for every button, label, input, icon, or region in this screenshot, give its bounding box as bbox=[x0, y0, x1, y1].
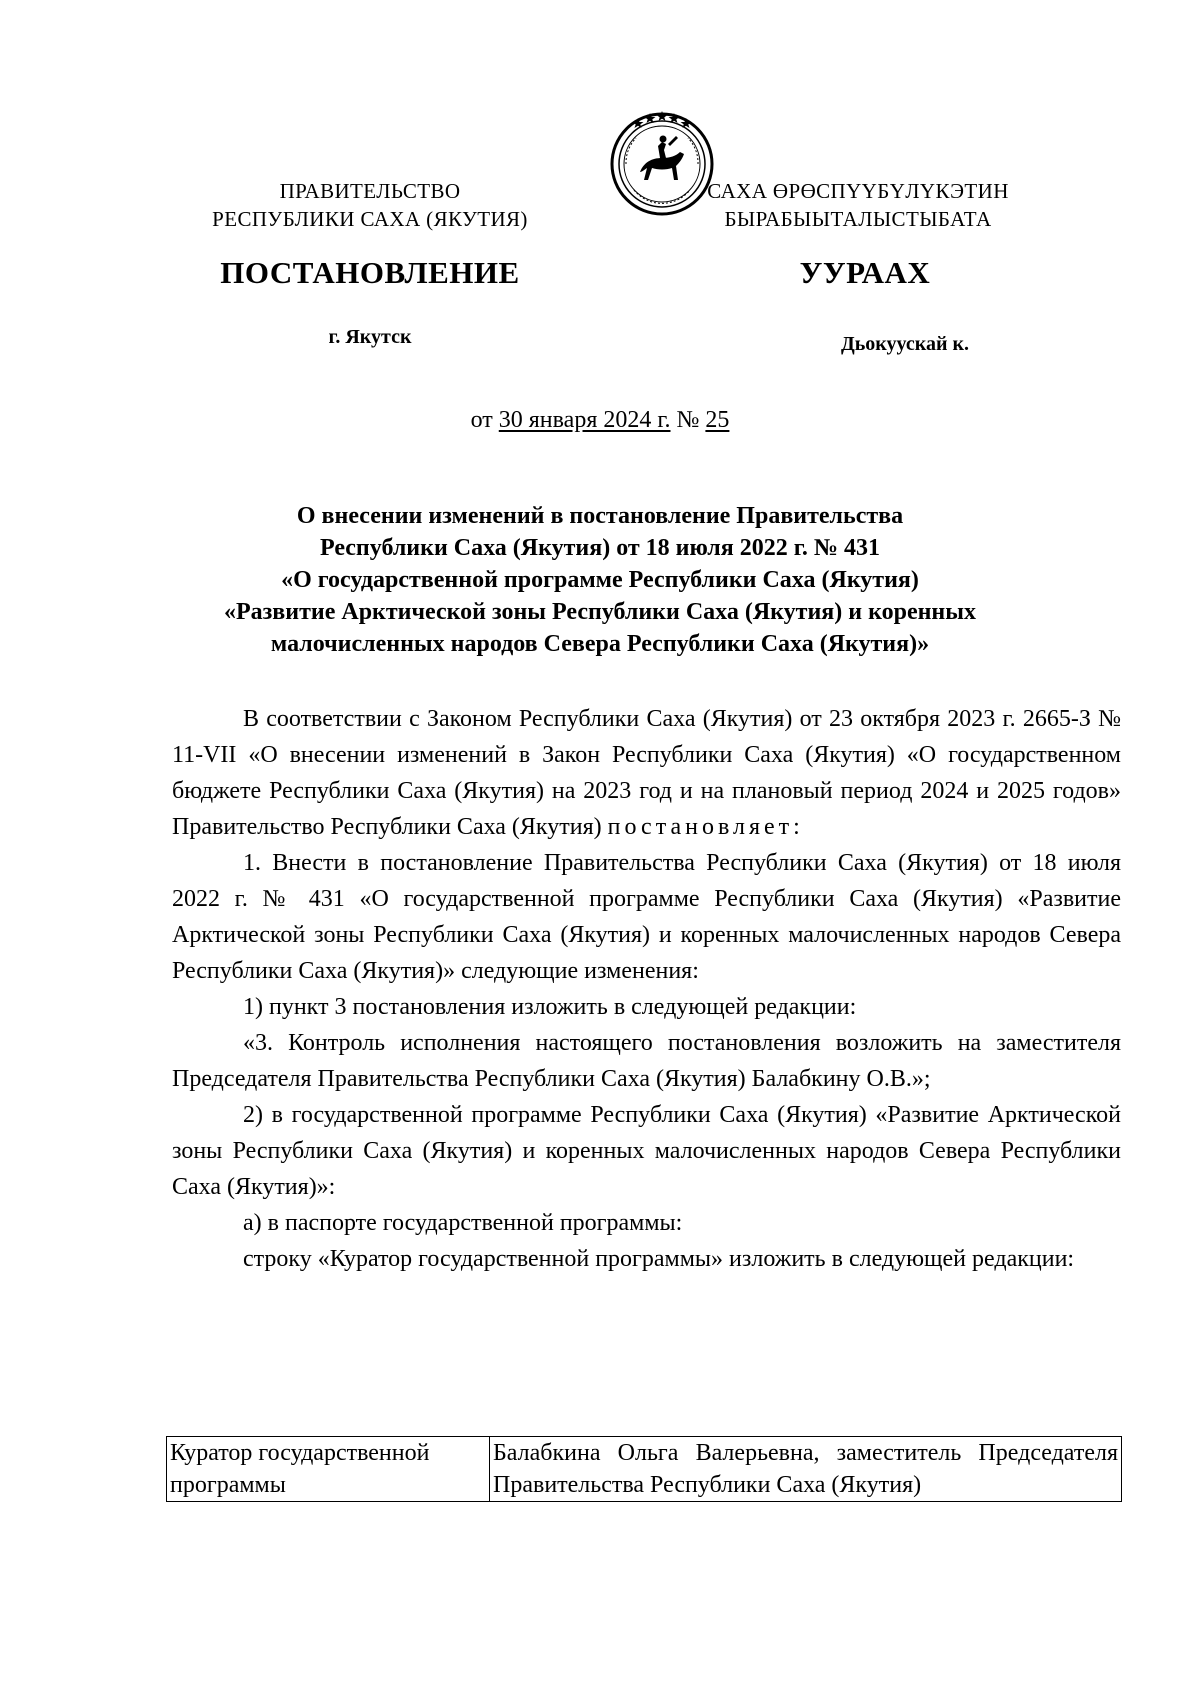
title-line5: малочисленных народов Севера Республики Саха (Якутия)» bbox=[270, 631, 930, 657]
issuer-sakha-line1: САХА ӨРӨСПҮҮБҮЛҮКЭТИН bbox=[707, 179, 1009, 203]
document-body bbox=[172, 701, 1121, 1277]
table-row bbox=[167, 1437, 1122, 1502]
title-line2: Республики Саха (Якутия) от 18 июля 2022 г. № 431 bbox=[319, 535, 881, 561]
subclause-1: 1) пункт 3 постановления изложить в следующей редакции: bbox=[243, 994, 857, 1020]
issuer-ru bbox=[180, 177, 560, 233]
curator-table bbox=[166, 1436, 1122, 1502]
issuer-sakha bbox=[668, 177, 1048, 233]
quoted-clause-3: «3. Контроль исполнения настоящего постановления возложить на заместителя Председателя Правительства Республики Саха (Якутия) Балабкину О.В.»; bbox=[172, 1030, 1121, 1092]
preamble-paragraph bbox=[172, 701, 1121, 845]
curator-value-cell: Балабкина Ольга Валерьевна, заместитель Председателя Правительства Республики Саха (Якутия) bbox=[490, 1437, 1122, 1502]
city-ru: г. Якутск bbox=[328, 326, 412, 348]
doc-type-ru: ПОСТАНОВЛЕНИЕ bbox=[220, 255, 520, 290]
document-date: 30 января 2024 г. bbox=[498, 407, 671, 433]
city-sakha: Дьокуускай к. bbox=[840, 333, 970, 355]
subclause-2: 2) в государственной программе Республики Саха (Якутия) «Развитие Арктической зоны Республики Саха (Якутия) и коренных малочисленных народов Севера Республики Саха (Якутия)»: bbox=[172, 1102, 1121, 1200]
issuer-ru-line2: РЕСПУБЛИКИ САХА (ЯКУТИЯ) bbox=[212, 207, 528, 231]
subclause-a: а) в паспорте государственной программы: bbox=[243, 1210, 683, 1236]
preamble-text: В соответствии с Законом Республики Саха (Якутия) от 23 октября 2023 г. 2665-З № 11-VII «О внесении изменений в Закон Республики Саха (Якутия) «О государственном бюджете Республики Саха (Якутия) на 2023 год и на плановый период 2024 и 2025 годов» Правительство Республики Саха (Якутия) bbox=[172, 706, 1121, 840]
document-number: 25 bbox=[705, 407, 730, 433]
date-prefix: от bbox=[470, 407, 499, 433]
issuer-ru-line1: ПРАВИТЕЛЬСТВО bbox=[279, 179, 461, 203]
clause-1: 1. Внести в постановление Правительства Республики Саха (Якутия) от 18 июля 2022 г. № 431 «О государственной программе Республики Саха (Якутия) «Развитие Арктической зоны Республики Саха (Якутия) и коренных малочисленных народов Севера Республики Саха (Якутия)» следующие изменения: bbox=[172, 850, 1121, 984]
doc-type-sakha: УУРААХ bbox=[799, 255, 931, 290]
title-line4: «Развитие Арктической зоны Республики Саха (Якутия) и коренных bbox=[224, 599, 976, 625]
title-line3: «О государственной программе Республики Саха (Якутия) bbox=[281, 567, 919, 593]
curator-row-instruction: строку «Куратор государственной программы» изложить в следующей редакции: bbox=[243, 1246, 1075, 1272]
date-line bbox=[0, 407, 1200, 434]
document-title bbox=[150, 500, 1050, 660]
number-sign: № bbox=[670, 407, 706, 433]
issuer-sakha-line2: БЫРАБЫЫТАЛЫСТЫБАТА bbox=[724, 207, 992, 231]
resolves-word: постановляет: bbox=[607, 814, 804, 840]
title-line1: О внесении изменений в постановление Правительства bbox=[296, 503, 904, 529]
curator-label-cell: Куратор государственной программы bbox=[167, 1437, 490, 1502]
